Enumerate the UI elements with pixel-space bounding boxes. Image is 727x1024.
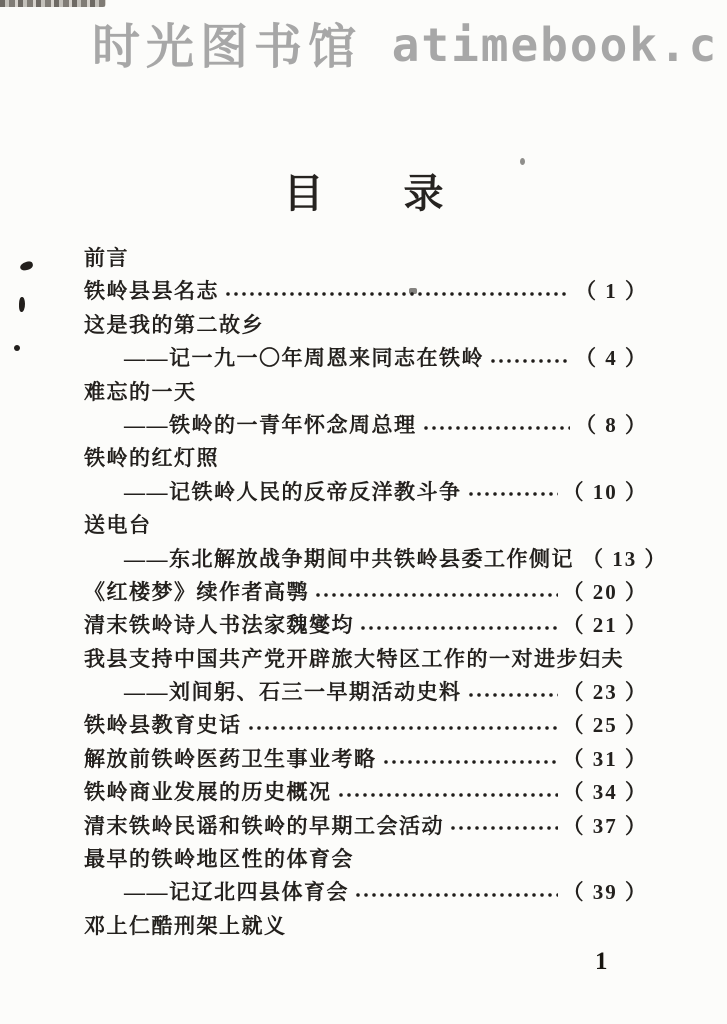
toc-entry — [84, 643, 648, 676]
watermark-cn-text: 时光图书馆 — [92, 21, 363, 74]
toc-entry-title: 最早的铁岭地区性的体育会 — [84, 847, 354, 872]
toc-entry — [84, 309, 648, 342]
toc-entry-title: 邓上仁酷刑架上就义 — [84, 913, 287, 938]
toc-entry-title: ——东北解放战争期间中共铁岭县委工作侧记 — [124, 546, 574, 571]
toc-entry-title: ——铁岭的一青年怀念周总理 — [124, 412, 417, 437]
toc-entry-title: 送电台 — [84, 513, 152, 538]
toc-entry — [84, 709, 648, 742]
ink-speck — [19, 260, 34, 271]
dot-leader — [465, 476, 558, 509]
toc-entry-page: （ 4 ） — [575, 346, 648, 371]
toc-entry-page: （ 1 ） — [575, 279, 648, 304]
toc-entry-page: （ 20 ） — [562, 579, 648, 604]
toc-entry-title: 这是我的第二故乡 — [84, 312, 264, 337]
dot-leader — [312, 576, 558, 609]
toc-list — [84, 242, 668, 943]
toc-entry-page: （ 25 ） — [562, 713, 648, 738]
toc-entry — [84, 476, 648, 509]
toc-entry-title: 清末铁岭民谣和铁岭的早期工会活动 — [84, 813, 444, 838]
toc-entry-page: （ 10 ） — [562, 479, 648, 504]
dot-leader — [222, 275, 570, 308]
toc-entry — [84, 342, 648, 375]
toc-entry — [84, 576, 648, 609]
page-title: 目 录 — [283, 171, 444, 216]
toc-entry-title: 难忘的一天 — [84, 379, 197, 404]
toc-entry — [84, 810, 648, 843]
watermark — [92, 8, 727, 77]
toc-entry — [84, 509, 648, 542]
toc-entry-page: （ 39 ） — [562, 880, 648, 905]
toc-entry — [84, 376, 648, 409]
watermark-en-text: atimebook.c — [362, 18, 719, 72]
dot-leader — [380, 743, 558, 776]
ink-speck — [19, 297, 25, 312]
toc-entry — [84, 843, 648, 876]
dot-leader — [335, 776, 558, 809]
dot-leader — [420, 409, 571, 442]
toc-entry-title: ——记辽北四县体育会 — [124, 880, 349, 905]
toc-entry — [84, 242, 648, 275]
toc-entry-page: （ 8 ） — [575, 412, 648, 437]
toc-entry — [84, 876, 648, 909]
toc-entry-page: （ 23 ） — [562, 680, 648, 705]
toc-entry — [84, 442, 648, 475]
toc-entry-title: 铁岭县县名志 — [84, 279, 219, 304]
toc-entry-title: 铁岭的红灯照 — [84, 446, 219, 471]
dot-leader — [357, 609, 558, 642]
toc-entry-page: （ 13 ） — [582, 546, 668, 571]
toc-entry — [84, 275, 648, 308]
dot-leader — [465, 676, 558, 709]
toc-entry-page: （ 21 ） — [562, 613, 648, 638]
toc-entry-title: 清末铁岭诗人书法家魏燮均 — [84, 613, 354, 638]
toc-entry — [84, 743, 648, 776]
toc-entry-page: （ 34 ） — [562, 780, 648, 805]
toc-entry-title: 铁岭县教育史话 — [84, 713, 242, 738]
scan-artifact-torn-edge — [0, 0, 106, 7]
toc-entry-page: （ 31 ） — [562, 746, 648, 771]
dot-leader — [245, 709, 558, 742]
toc-entry-title: 我县支持中国共产党开辟旅大特区工作的一对进步妇夫 — [84, 646, 624, 671]
ink-speck — [14, 345, 20, 351]
toc-entry-title: ——刘间躬、石三一早期活动史料 — [124, 680, 462, 705]
toc-entry-title: ——记铁岭人民的反帝反洋教斗争 — [124, 479, 462, 504]
toc-entry — [84, 543, 668, 576]
toc-entry — [84, 409, 648, 442]
toc-entry-title: 铁岭商业发展的历史概况 — [84, 780, 332, 805]
toc-entry-title: 前言 — [84, 246, 129, 270]
page-number: 1 — [595, 948, 608, 975]
dot-leader — [447, 810, 558, 843]
toc-entry — [84, 609, 648, 642]
toc-entry — [84, 776, 648, 809]
toc-entry — [84, 910, 648, 943]
toc-entry — [84, 676, 648, 709]
dot-leader — [487, 342, 570, 375]
toc-entry-title: 解放前铁岭医药卫生事业考略 — [84, 746, 377, 771]
toc-entry-title: ——记一九一〇年周恩来同志在铁岭 — [124, 346, 484, 371]
dot-leader — [352, 876, 558, 909]
toc-entry-title: 《红楼梦》续作者高鹗 — [84, 579, 309, 604]
toc-entry-page: （ 37 ） — [562, 813, 648, 838]
